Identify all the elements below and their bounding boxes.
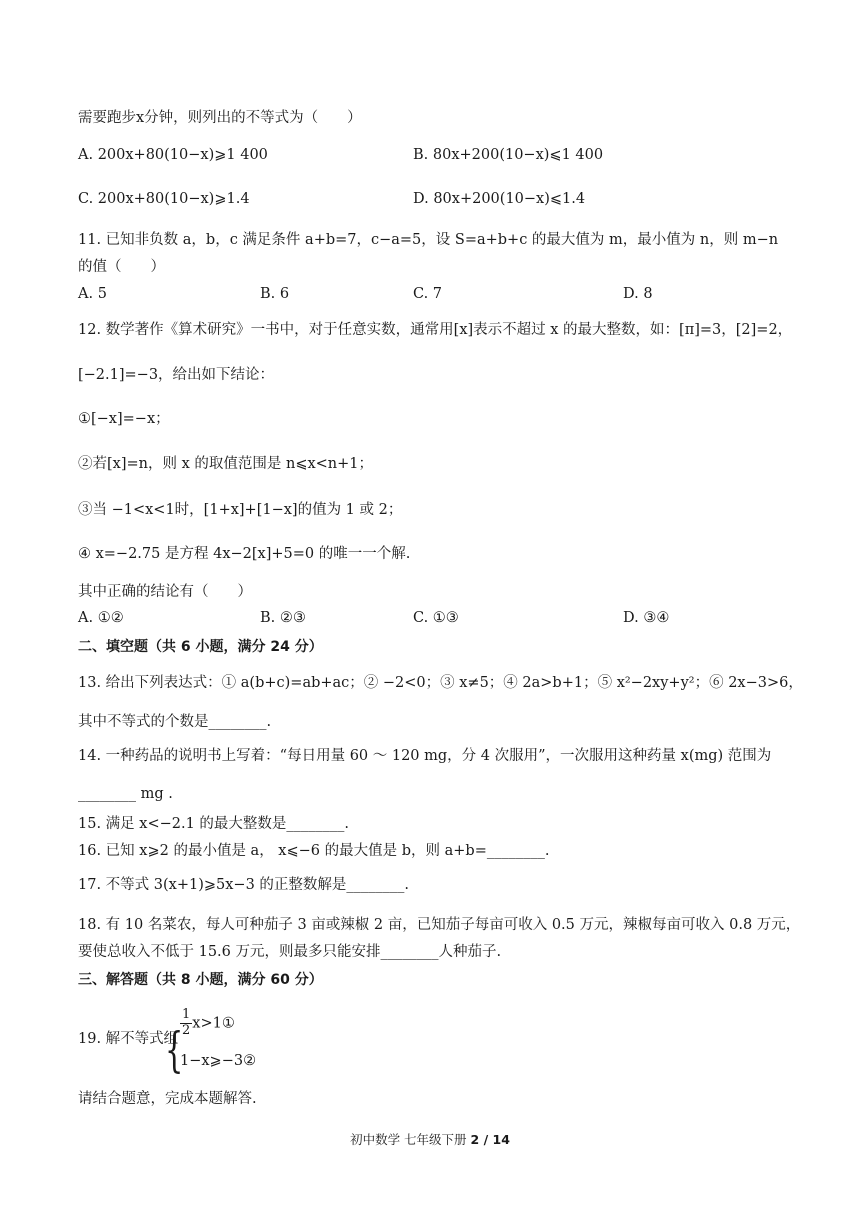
q10-option-c: C. 200x+80(10−x)⩾1.4 xyxy=(78,191,250,207)
q15: 15. 满足 x<−2.1 的最大整数是________. xyxy=(78,816,350,832)
q12-option-b: B. ②③ xyxy=(260,610,306,626)
q18-line1: 18. 有 10 名菜农，每人可种茄子 3 亩或辣椒 2 亩，已知茄子每亩可收入 0.5 万元，辣椒每亩可收入 0.8 万元， xyxy=(78,917,801,933)
q12-option-c: C. ①③ xyxy=(413,610,459,626)
q19-label: 19. 解不等式组 xyxy=(78,1031,179,1047)
section-fill-in-heading: 二、填空题（共 6 小题，满分 24 分） xyxy=(78,639,323,655)
q11-option-b: B. 6 xyxy=(260,286,290,302)
one-half-fraction: $\frac{1}{2}$ xyxy=(182,1007,191,1038)
q12-option-a: A. ①② xyxy=(78,610,124,626)
section-solve-heading: 三、解答题（共 8 小题，满分 60 分） xyxy=(78,972,323,988)
q10-tail: 需要跑步x分钟，则列出的不等式为（ ） xyxy=(78,110,362,126)
q19-inequality-2: 1−x⩾−3② xyxy=(180,1053,257,1069)
q12-conclusion-1: ①[−x]=−x； xyxy=(78,411,170,427)
page-footer: 初中数学 七年级下册 2 / 14 xyxy=(350,1132,510,1147)
q19-inequality-1: $\frac{1}{2}$ x>1① xyxy=(182,1007,235,1038)
q14-line1: 14. 一种药品的说明书上写着：“每日用量 60 ～ 120 mg，分 4 次服用”，一次服用这种药量 x(mg) 范围为 xyxy=(78,748,772,764)
q11-option-d: D. 8 xyxy=(623,286,653,302)
q13-line2: 其中不等式的个数是________. xyxy=(78,714,272,730)
q10-option-a: A. 200x+80(10−x)⩾1 400 xyxy=(78,147,268,163)
q12-line1: 12. 数学著作《算术研究》一书中，对于任意实数，通常用[x]表示不超过 x 的最大整数，如：[π]=3，[2]=2， xyxy=(78,322,793,338)
q19-hint: 请结合题意，完成本题解答. xyxy=(78,1091,257,1107)
q12-ask: 其中正确的结论有（ ） xyxy=(78,584,252,600)
q11-line1: 11. 已知非负数 a，b，c 满足条件 a+b=7，c−a=5，设 S=a+b+c 的最大值为 m，最小值为 n，则 m−n xyxy=(78,232,779,248)
q10-option-d: D. 80x+200(10−x)⩽1.4 xyxy=(413,191,586,207)
q12-option-d: D. ③④ xyxy=(623,610,670,626)
q11-option-c: C. 7 xyxy=(413,286,443,302)
q10-option-b: B. 80x+200(10−x)⩽1 400 xyxy=(413,147,604,163)
page-number: 2 / 14 xyxy=(470,1132,510,1147)
q12-conclusion-3: ③当 −1<x<1时，[1+x]+[1−x]的值为 1 或 2； xyxy=(78,502,403,518)
q11-option-a: A. 5 xyxy=(78,286,107,302)
q16: 16. 已知 x⩾2 的最小值是 a， x⩽−6 的最大值是 b，则 a+b=________. xyxy=(78,843,550,859)
q11-line2: 的值（ ） xyxy=(78,259,165,275)
q17: 17. 不等式 3(x+1)⩾5x−3 的正整数解是________. xyxy=(78,877,410,893)
q12-conclusion-4: ④ x=−2.75 是方程 4x−2[x]+5=0 的唯一一个解. xyxy=(78,546,411,562)
q18-line2: 要使总收入不低于 15.6 万元，则最多只能安排________人种茄子. xyxy=(78,944,502,960)
q14-line2: ________ mg . xyxy=(78,786,173,802)
q13-line1: 13. 给出下列表达式：① a(b+c)=ab+ac；② −2<0；③ x≠5；④ 2a>b+1；⑤ x²−2xy+y²；⑥ 2x−3>6， xyxy=(78,675,803,691)
q12-line2: [−2.1]=−3，给出如下结论： xyxy=(78,367,275,383)
q12-conclusion-2: ②若[x]=n，则 x 的取值范围是 n⩽x<n+1； xyxy=(78,456,374,472)
system-brace: { xyxy=(165,1022,184,1078)
